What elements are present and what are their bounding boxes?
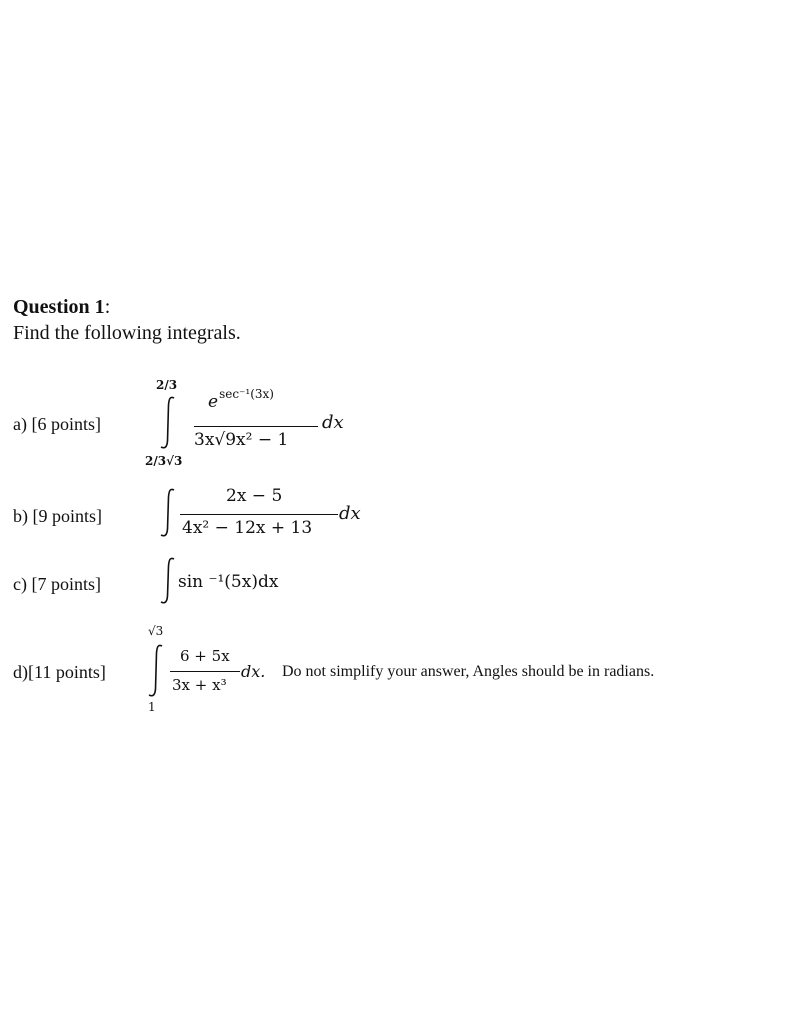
- part-b-fraction-bar: [180, 514, 338, 515]
- part-b-denominator: 4x² − 12x + 13: [182, 518, 313, 538]
- part-c-label: c) [7 points]: [13, 574, 101, 594]
- part-d-differential: dx.: [241, 662, 266, 681]
- integral-sign-icon: [158, 556, 178, 606]
- integral-sign-icon: [146, 643, 166, 699]
- part-a-upper-limit: 2/3: [156, 378, 178, 392]
- part-c-integrand: sin ⁻¹(5x)dx: [178, 572, 279, 592]
- part-a-denominator: 3x√9x² − 1: [194, 430, 289, 450]
- part-a-fraction-bar: [194, 426, 318, 427]
- part-d-note: Do not simplify your answer, Angles should be in radians.: [282, 663, 655, 680]
- part-b-numerator: 2x − 5: [226, 486, 283, 506]
- part-d-fraction-bar: [170, 671, 240, 672]
- part-d-upper-limit: √3: [148, 624, 164, 638]
- part-d-lower-limit: 1: [148, 700, 156, 714]
- part-a-differential: dx: [322, 412, 344, 433]
- question-title: Question 1:: [13, 296, 111, 318]
- integral-sign-icon: [158, 487, 178, 539]
- part-a-numerator: $e^{sec^{-1}(3x)}$: [208, 387, 274, 412]
- part-d-denominator: 3x + x³: [172, 676, 227, 694]
- question-instruction: Find the following integrals.: [13, 322, 241, 344]
- part-b-differential: dx: [339, 503, 361, 524]
- part-b-label: b) [9 points]: [13, 506, 102, 526]
- part-a-lower-limit: 2/3√3: [145, 454, 183, 468]
- part-a-label: a) [6 points]: [13, 414, 101, 434]
- integral-sign-icon: [158, 395, 178, 451]
- part-d-label: d)[11 points]: [13, 662, 106, 682]
- part-d-numerator: 6 + 5x: [180, 647, 230, 665]
